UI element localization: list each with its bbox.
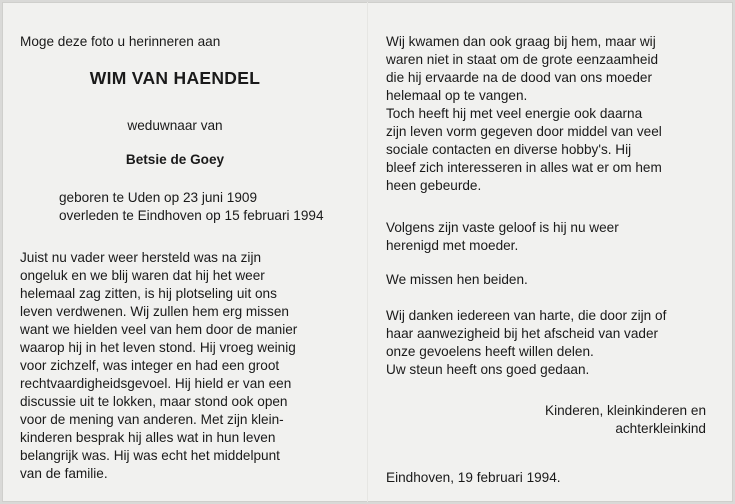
body-line: belangrijk was. Hij was echt het middelpunt (20, 448, 280, 463)
spouse-name: Betsie de Goey (125, 152, 225, 167)
signature-line: Kinderen, kleinkinderen en (545, 403, 706, 418)
body-line: leven verdwenen. Wij zullen hem erg missen (20, 304, 289, 319)
body-line: waren niet in staat om de grote eenzaamheid (386, 52, 659, 67)
body-line: Volgens zijn vaste geloof is hij nu weer (386, 220, 619, 235)
body-line: van de familie. (20, 466, 108, 481)
paragraph-1 (386, 33, 662, 195)
body-line: onze gevoelens heeft willen delen. (386, 344, 594, 359)
body-line: sociale contacten en diverse hobby's. Hij (386, 142, 632, 157)
place-date: Eindhoven, 19 februari 1994. (386, 470, 561, 485)
paragraph-4 (386, 307, 666, 379)
deceased-name: WIM VAN HAENDEL (89, 68, 261, 88)
relation-text: weduwnaar van (127, 118, 223, 133)
body-line: Toch heeft hij met veel energie ook daarna (386, 106, 643, 121)
death-line: overleden te Eindhoven op 15 februari 1994 (59, 208, 324, 223)
body-line: want we hielden veel van hem door de manier (20, 322, 298, 337)
body-line: waarop hij in het leven stond. Hij vroeg weinig (20, 340, 296, 355)
card-fold-line (367, 2, 368, 502)
body-line: ongeluk en we blij waren dat hij het weer (20, 268, 265, 283)
body-line: die hij ervaarde na de dood van ons moeder (386, 70, 653, 85)
body-line: voor zichzelf, was integer en had een groot (20, 358, 280, 373)
body-text-left (20, 249, 297, 483)
body-line: discussie uit te lokken, maar stond ook open (20, 394, 288, 409)
body-line: zijn leven vorm gegeven door middel van veel (386, 124, 662, 139)
body-line: helemaal op te vangen. (386, 88, 528, 103)
paragraph-2 (386, 219, 619, 255)
body-line: Wij danken iedereen van harte, die door zijn of (386, 308, 667, 323)
signature-line: achterkleinkind (615, 421, 706, 436)
birth-line: geboren te Uden op 23 juni 1909 (59, 190, 258, 205)
body-line: helemaal zag zitten, is hij plotseling uit ons (20, 286, 277, 301)
body-line: Juist nu vader weer hersteld was na zijn (20, 250, 262, 265)
body-line: Wij kwamen dan ook graag bij hem, maar wij (386, 34, 656, 49)
body-line: haar aanwezigheid bij het afscheid van vader (386, 326, 659, 341)
body-line: voor de mening van anderen. Met zijn klein- (20, 412, 284, 427)
paragraph-3: We missen hen beiden. (386, 272, 528, 287)
body-line: Uw steun heeft ons goed gedaan. (386, 362, 590, 377)
body-line: rechtvaardigheidsgevoel. Hij hield er van een (20, 376, 292, 391)
signature-block (386, 402, 706, 438)
body-line: bleef zich interesseren in alles wat er om hem (386, 160, 662, 175)
intro-text: Moge deze foto u herinneren aan (20, 34, 221, 49)
body-line: heen gebeurde. (386, 178, 482, 193)
body-line: kinderen besprak hij alles wat in hun leven (20, 430, 276, 445)
body-line: herenigd met moeder. (386, 238, 519, 253)
